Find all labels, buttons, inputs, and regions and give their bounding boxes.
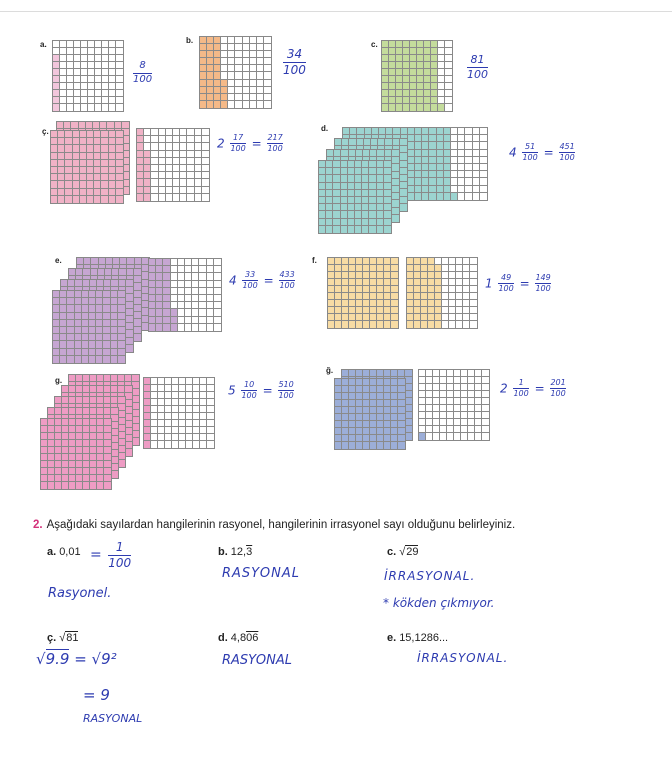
- item-label-a: a.: [40, 40, 47, 49]
- work-2c-cedilla-result: = 9: [83, 686, 110, 704]
- answer-2a: Rasyonel.: [48, 586, 112, 601]
- answer-b: 34 100: [283, 47, 306, 77]
- hundred-grid-partial: [418, 369, 490, 441]
- question-2: [33, 519, 515, 531]
- answer-c: 81 100: [467, 53, 488, 81]
- hundred-grid-full: [52, 290, 126, 364]
- item-2a: a. 0,01: [47, 546, 81, 558]
- hundred-grid-partial: [148, 258, 222, 332]
- answer-a: 8 100: [133, 60, 153, 85]
- item-2c-cedilla: ç. √81: [47, 632, 79, 644]
- question-prompt: Aşağıdaki sayılardan hangilerinin rasyonel, hangilerinin irrasyonel sayı olduğunu belirleyiniz.: [46, 519, 516, 531]
- hundred-grid-partial: [136, 128, 210, 202]
- work-2c-cedilla: √9.9 = √9²: [36, 650, 117, 668]
- hundred-grid-partial: [381, 40, 453, 112]
- hundred-grid-partial: [52, 40, 124, 112]
- hundred-grid-partial: [414, 127, 488, 201]
- hundred-grid-partial: [143, 377, 215, 449]
- hundred-grid-partial: [406, 257, 478, 329]
- item-2c: c. √29: [387, 546, 419, 558]
- item-2b: b. 12,3: [218, 546, 253, 558]
- item-label-c-cedilla: ç.: [42, 127, 49, 136]
- item-label-c: c.: [371, 40, 378, 49]
- question-number: 2.: [33, 519, 43, 531]
- answer-2b: RASYONAL: [222, 566, 300, 581]
- hundred-grid-full: [327, 257, 399, 329]
- answer-g-breve: 2 $\frac{1}{100}$ = $\frac{201}{100}$: [500, 378, 566, 399]
- answer-2e: İRRASYONAL.: [417, 651, 509, 665]
- answer-d: 4 $\frac{51}{100}$ = $\frac{451}{100}$: [509, 142, 575, 163]
- item-label-g: g.: [55, 376, 63, 385]
- note-2c: * kökden çıkmıyor.: [383, 596, 495, 610]
- item-label-b: b.: [186, 36, 194, 45]
- answer-2c-cedilla: RASYONAL: [83, 712, 143, 725]
- item-2d: d. 4,806: [218, 632, 259, 644]
- hundred-grid-partial: [199, 36, 272, 109]
- item-label-d: d.: [321, 124, 329, 133]
- hundred-grid-full: [40, 418, 112, 490]
- hundred-grid-full: [318, 160, 392, 234]
- answer-2d: RASYONAL: [222, 653, 292, 668]
- work-2a: = $\frac{1}{100}$: [90, 540, 132, 570]
- top-bar: [0, 0, 672, 12]
- item-label-e: e.: [55, 256, 62, 265]
- hundred-grid-full: [50, 130, 124, 204]
- answer-f: 1 $\frac{49}{100}$ = $\frac{149}{100}$: [485, 273, 551, 294]
- item-label-g-breve: ğ.: [326, 366, 334, 375]
- hundred-grid-full: [334, 378, 406, 450]
- item-2e: e. 15,1286...: [387, 632, 449, 644]
- item-label-f: f.: [312, 256, 317, 265]
- answer-2c: İRRASYONAL.: [384, 569, 476, 583]
- answer-c-cedilla: 2 $\frac{17}{100}$ = $\frac{217}{100}$: [217, 133, 283, 154]
- answer-e: 4 $\frac{33}{100}$ = $\frac{433}{100}$: [229, 270, 295, 291]
- answer-g: 5 $\frac{10}{100}$ = $\frac{510}{100}$: [228, 380, 294, 401]
